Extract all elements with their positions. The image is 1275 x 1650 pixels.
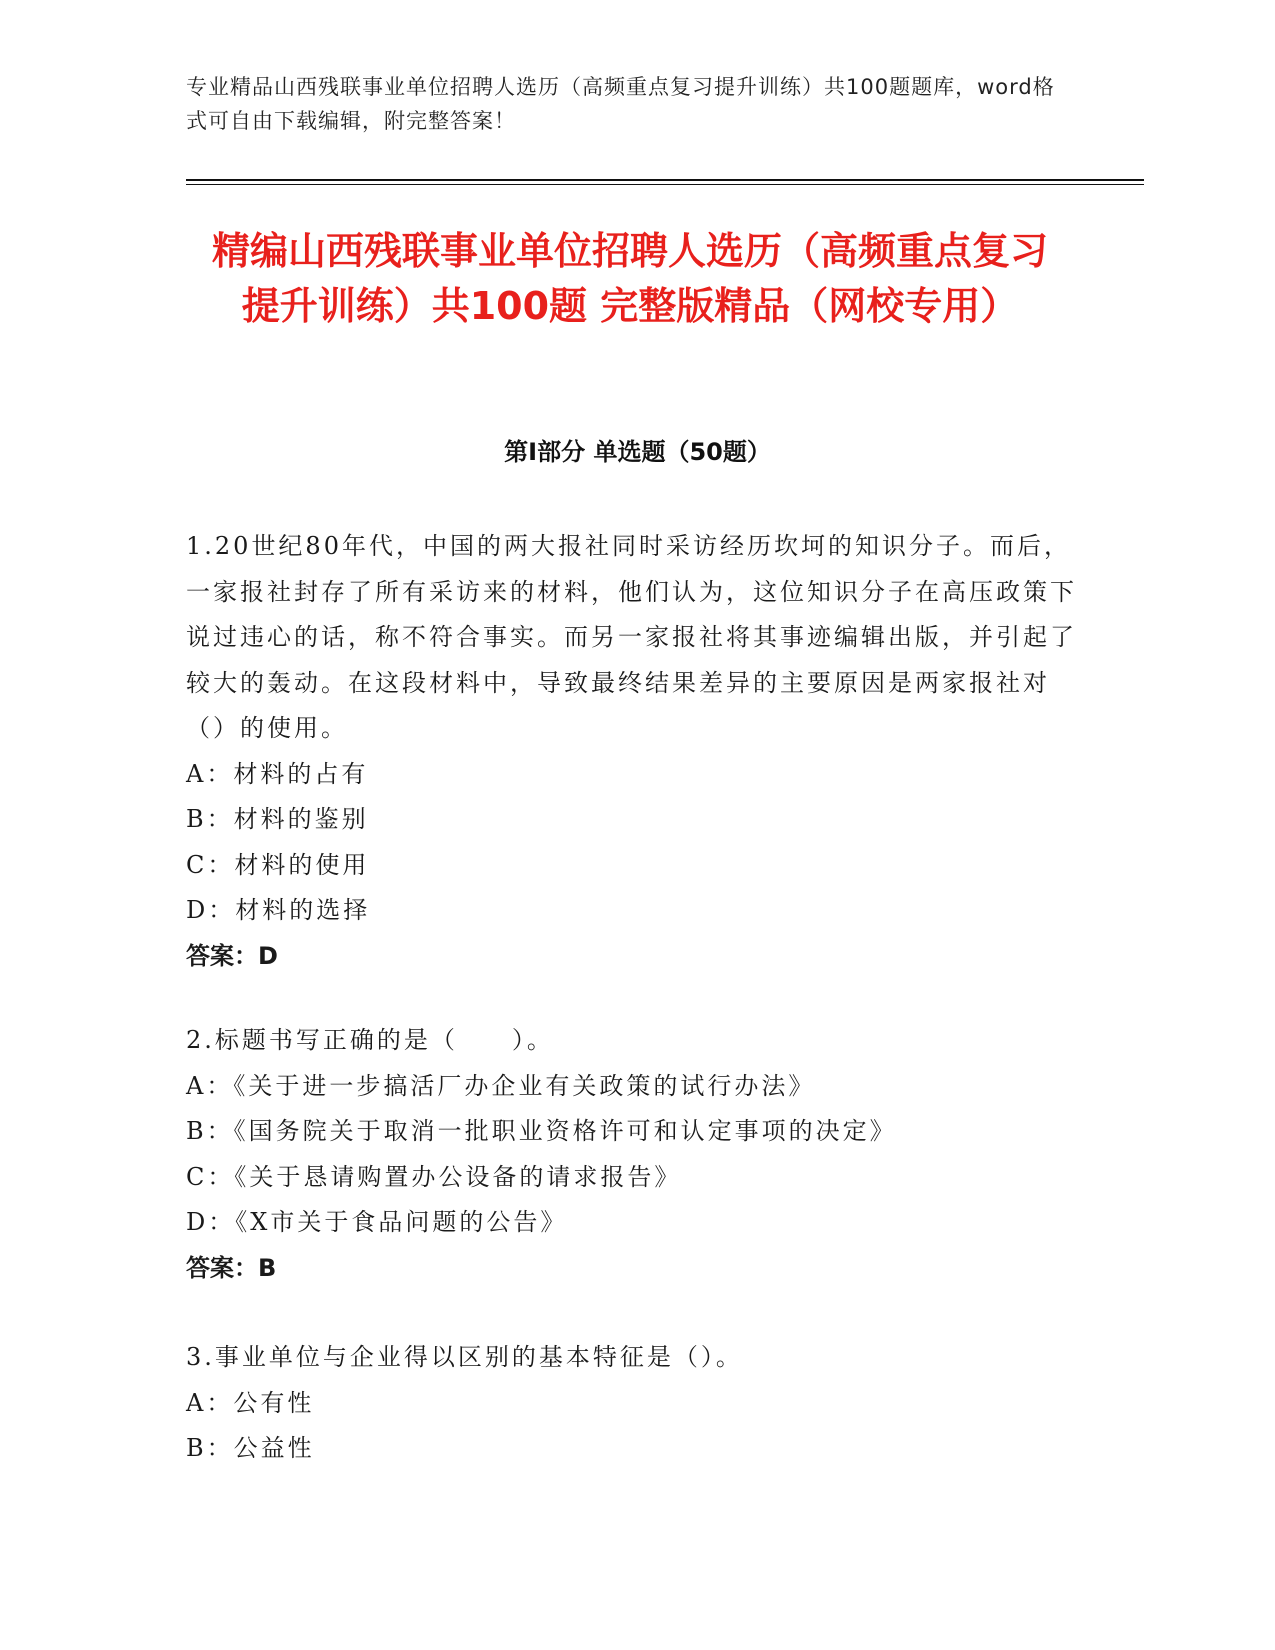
header-note: 专业精品山西残联事业单位招聘人选历（高频重点复习提升训练）共100题题库，word格式可自由下载编辑，附完整答案！ bbox=[186, 75, 1055, 133]
answer: 答案：B bbox=[186, 1253, 277, 1282]
option-a: A：公有性 bbox=[186, 1388, 315, 1417]
option-b: B：公益性 bbox=[186, 1434, 315, 1462]
answer: 答案：D bbox=[186, 941, 278, 970]
question-stem: 2.标题书写正确的是（ ）。 bbox=[186, 1026, 554, 1054]
document-title: 精编山西残联事业单位招聘人选历（高频重点复习提升训练）共100题 完整版精品（网校专用） bbox=[211, 229, 1048, 328]
option-b: B：《国务院关于取消一批职业资格许可和认定事项的决定》 bbox=[186, 1117, 897, 1145]
header-divider-thin bbox=[186, 184, 1144, 185]
option-c: C：《关于恳请购置办公设备的请求报告》 bbox=[186, 1162, 682, 1191]
question-1 bbox=[186, 524, 1086, 979]
option-c: C：材料的使用 bbox=[186, 850, 370, 879]
question-3 bbox=[186, 1335, 1086, 1472]
question-2 bbox=[186, 1018, 1086, 1291]
option-d: D：《X市关于食品问题的公告》 bbox=[186, 1208, 568, 1236]
option-b: B：材料的鉴别 bbox=[186, 805, 369, 833]
header-divider-thick bbox=[186, 179, 1144, 181]
option-a: A：《关于进一步搞活厂办企业有关政策的试行办法》 bbox=[186, 1071, 816, 1100]
question-stem: 1.20世纪80年代，中国的两大报社同时采访经历坎坷的知识分子。而后，一家报社封存了所有采访来的材料，他们认为，这位知识分子在高压政策下说过违心的话，称不符合事实。而另一家报社将其事迹编辑出版，并引起了较大的轰动。在这段材料中，导致最终结果差异的主要原因是两家报社对（）的使用。 bbox=[186, 532, 1077, 742]
question-stem: 3.事业单位与企业得以区别的基本特征是（）。 bbox=[186, 1343, 743, 1371]
option-d: D：材料的选择 bbox=[186, 896, 371, 924]
option-a: A：材料的占有 bbox=[186, 759, 369, 788]
section-title: 第Ⅰ部分 单选题（50题） bbox=[504, 438, 771, 466]
